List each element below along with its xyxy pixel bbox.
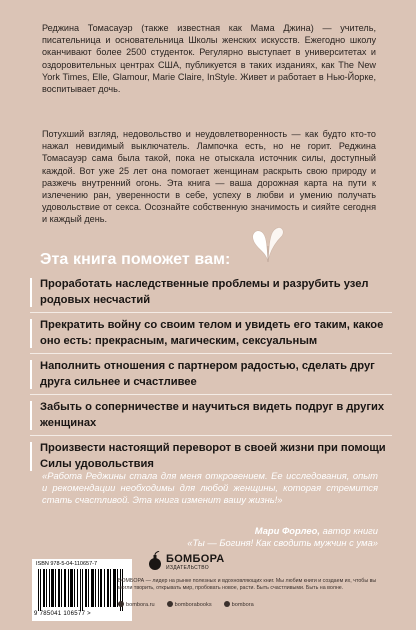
list-item <box>30 358 392 390</box>
publisher-socials <box>118 601 390 608</box>
bomb-icon <box>148 551 162 571</box>
divider <box>30 435 392 436</box>
publisher-logo <box>148 551 238 573</box>
list-marker <box>30 319 32 348</box>
list-heading: Эта книга поможет вам: <box>40 251 231 268</box>
social-link-bomborabooks[interactable] <box>167 601 212 608</box>
publisher-name: БОМБОРА <box>166 553 225 565</box>
barcode <box>32 559 132 621</box>
author-role: автор книги <box>320 525 378 536</box>
list-marker <box>30 278 32 307</box>
divider <box>30 353 392 354</box>
barcode-bars <box>38 569 126 611</box>
list-item <box>30 317 392 349</box>
benefits-list <box>30 276 392 472</box>
list-item <box>30 440 392 472</box>
list-item-text: Наполнить отношения с партнером радостью, сделать друг друга сильнее и счастливее <box>40 360 375 388</box>
divider <box>30 394 392 395</box>
review-quote: «Работа Реджины стала для меня откровением. Ее исследования, опыт и рекомендации необходимы для любой женщины, которая стремится стать счастливой. Эта книга изменит вашу жизнь!» <box>42 470 378 506</box>
list-item <box>30 276 392 308</box>
website-link[interactable] <box>118 601 155 608</box>
social-link-bombora[interactable] <box>224 601 254 608</box>
publisher-subtitle: ИЗДАТЕЛЬСТВО <box>166 565 209 571</box>
social-icon <box>167 601 173 607</box>
social-icon <box>224 601 230 607</box>
list-item-text: Проработать наследственные проблемы и разрубить узел родовых несчастий <box>40 278 369 306</box>
list-marker <box>30 442 32 471</box>
list-item-text: Произвести настоящий переворот в своей жизни при помощи Силы удовольствия <box>40 442 386 470</box>
social-label: bombora <box>231 602 254 608</box>
isbn-label: ISBN 978-5-04-110657-7 <box>36 561 98 567</box>
book-description-text: Потухший взгляд, недовольство и неудовлетворенность — как будто кто-то нажал невидимый выключатель. Лампочка есть, но не горит. Реджина Томасауэр сама была такой, пока не отыскала источник силы, доступный каждой. Вот уже 25 лет она помогает женщинам раскрыть свою природу и разжечь внутренний огонь. Эта книга — ваша дорожная карта на пути к излечению ран, уверенности в себе, успеху в любви и умению получать удовольствие от секса. Осознайте собственную значимость и сияйте сегодня и каждый день. <box>42 129 376 225</box>
list-item-text: Прекратить войну со своим телом и увидеть его таким, какое оно есть: прекрасным, магическим, сексуальным <box>40 319 384 347</box>
list-item-text: Забыть о соперничестве и научиться видеть подруг в других женщинах <box>40 401 385 429</box>
globe-icon <box>118 601 124 607</box>
website-label: bombora.ru <box>126 602 155 608</box>
list-marker <box>30 401 32 430</box>
author-bio-text: Реджина Томасауэр (также известная как Мама Джина) — учитель, писательница и основательница Школы женских искусств. Ежегодно школу оканчивают более 2500 студенток. Регулярно выступает в университетах и оздоровительных центрах США, публикуется в таких изданиях, как The New York Times, Elle, Glamour, Marie Claire, InStyle. Живет и работает в Нью-Йорке, воспитывает дочь. <box>42 23 376 95</box>
publisher-description: БОМБОРА — лидер на рынке полезных и вдохновляющих книг. Мы любим книги и создаем их, чтобы вы могли творить, открывать мир, пробовать новое, расти. Быть счастливыми. Быть на волне. <box>118 578 377 591</box>
author-book-title: «Ты — Богиня! Как сводить мужчин с ума» <box>187 537 378 549</box>
list-item <box>30 399 392 431</box>
review-author <box>187 525 378 549</box>
author-bio <box>42 22 376 95</box>
author-name: Мари Форлео, <box>254 525 321 536</box>
book-description <box>42 128 376 226</box>
social-label: bomborabooks <box>174 602 212 608</box>
butterfly-icon <box>248 222 288 264</box>
list-marker <box>30 360 32 389</box>
barcode-digits: 9 785041 106577 > <box>34 611 91 617</box>
divider <box>30 312 392 313</box>
